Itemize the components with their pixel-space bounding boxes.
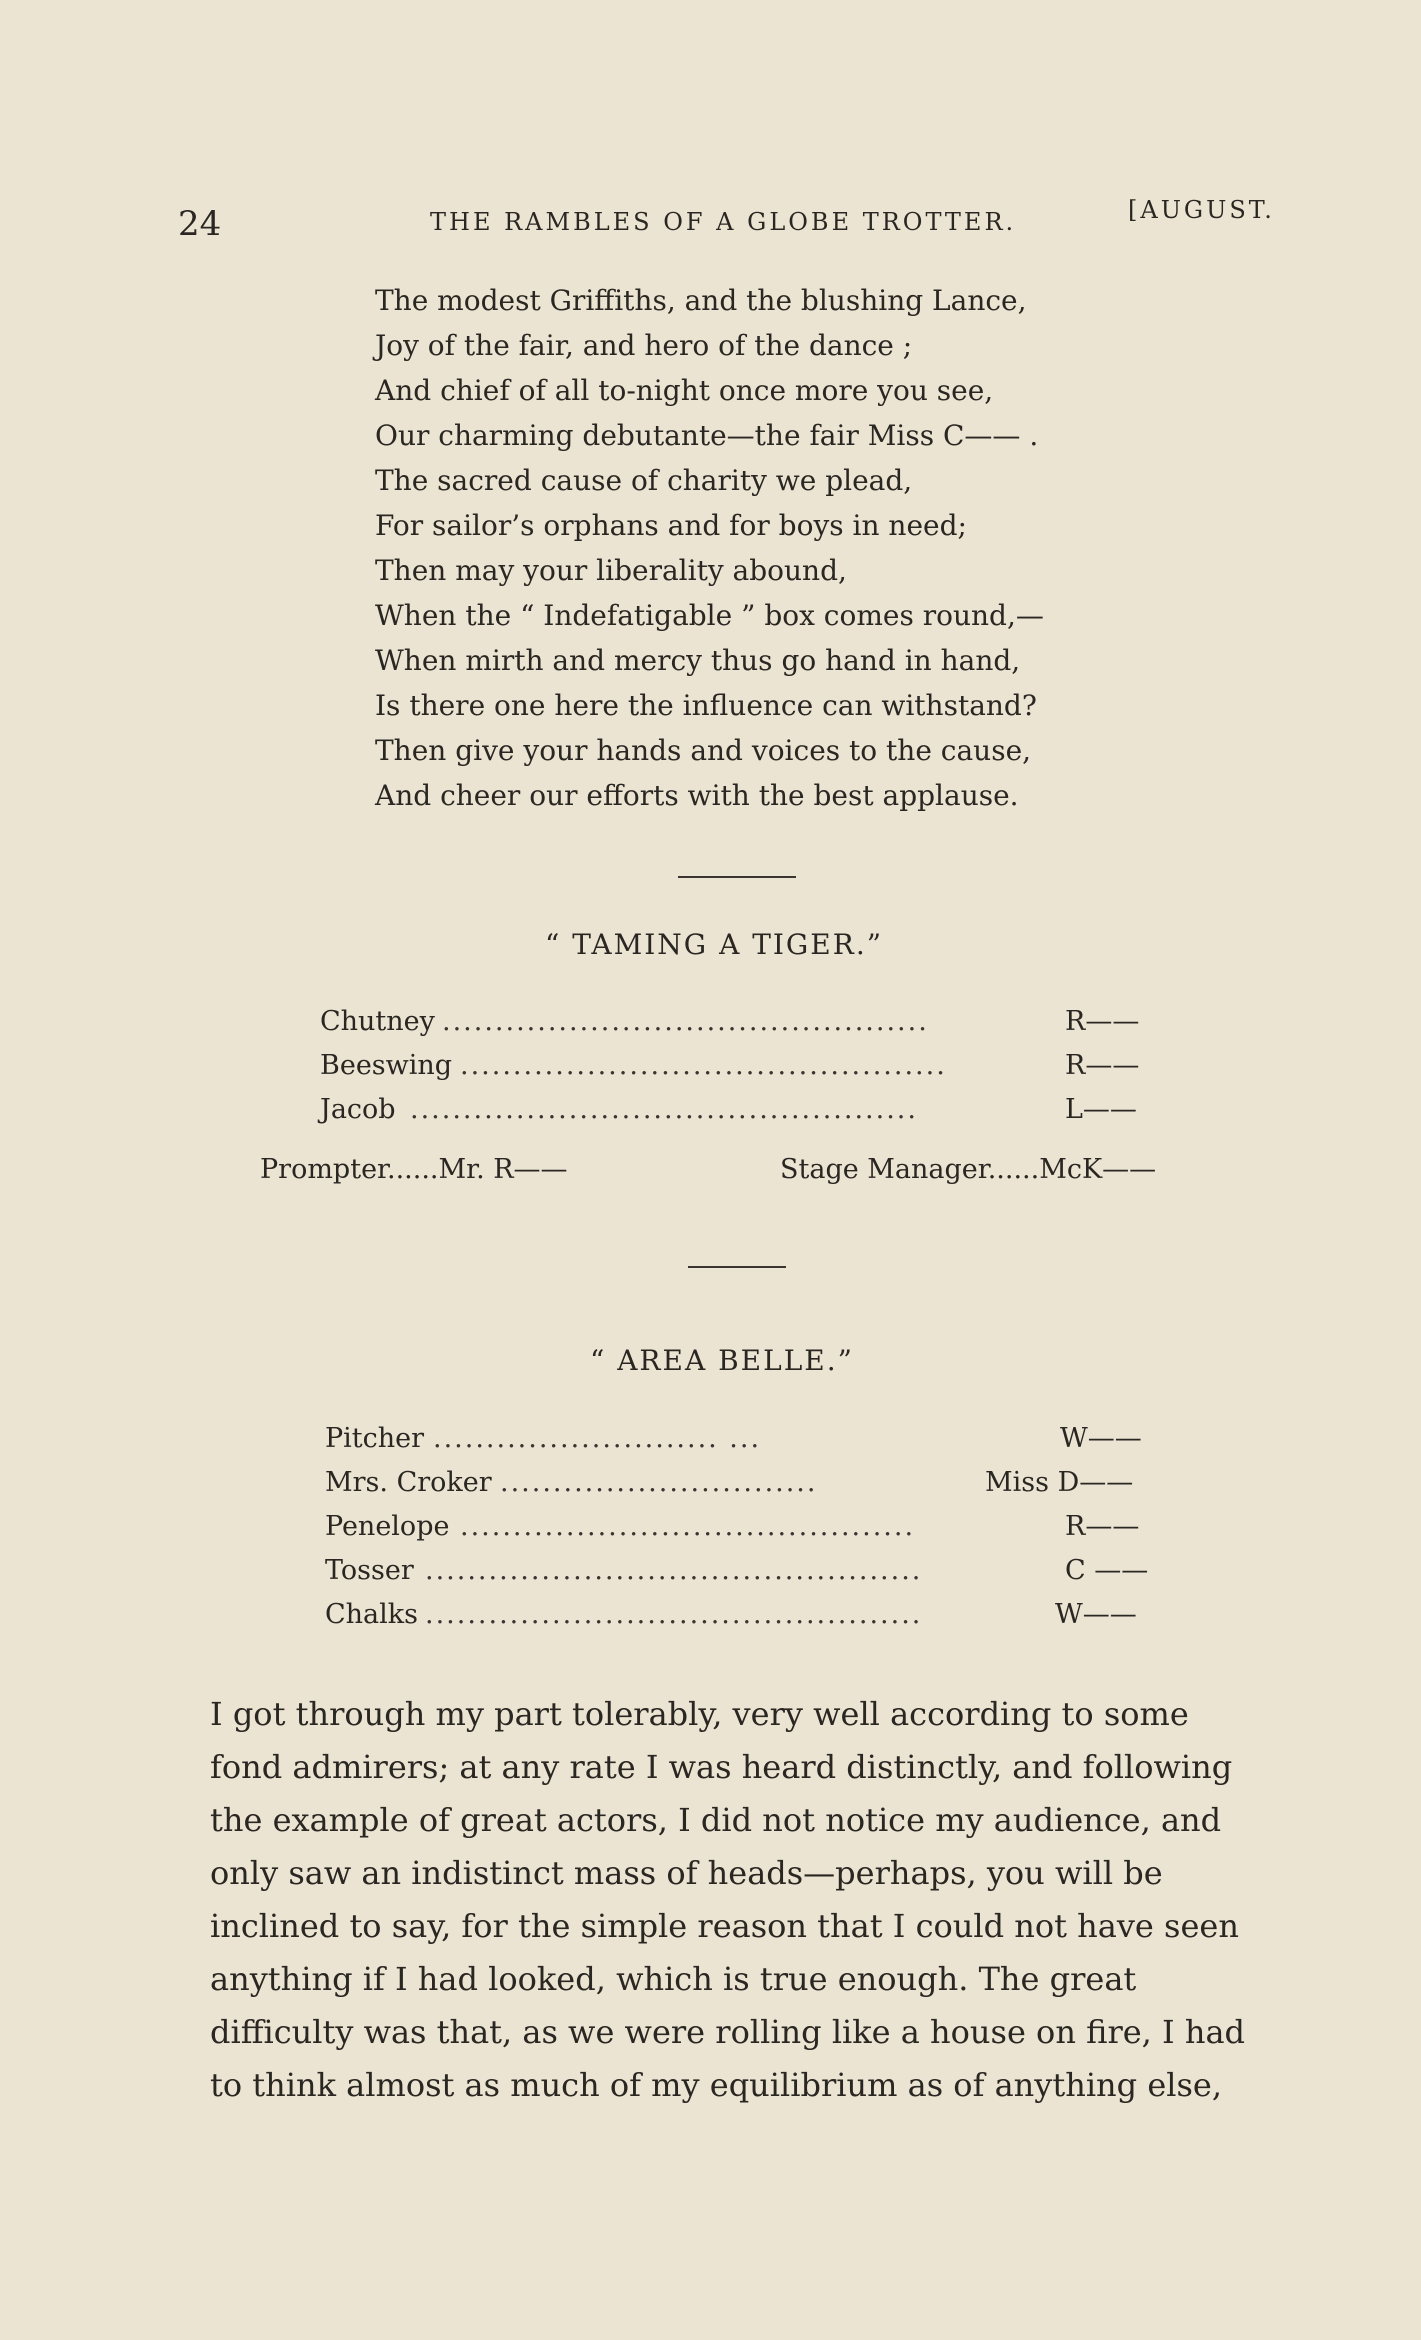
prose-line: anything if I had looked, which is true enough. The great: [210, 1960, 1137, 1998]
leader-dots: ...............................................: [425, 1555, 923, 1586]
cast-actor: Miss D——: [985, 1467, 1134, 1498]
running-title: THE RAMBLES OF A GLOBE TROTTER.: [430, 208, 1017, 236]
prose-line: fond admirers; at any rate I was heard distinctly, and following: [210, 1748, 1233, 1786]
cast-row: [320, 1088, 1320, 1132]
prose-line: only saw an indistinct mass of heads—perhaps, you will be: [210, 1854, 1163, 1892]
cast-actor: C ——: [1065, 1555, 1149, 1586]
poem-line: Our charming debutante—the fair Miss C—— .: [375, 419, 1039, 452]
poem-line: When mirth and mercy thus go hand in hand,: [375, 644, 1021, 677]
cast-actor: R——: [1065, 1006, 1140, 1037]
cast-role: Pitcher: [325, 1423, 425, 1454]
month-heading: [AUGUST.: [1128, 196, 1275, 224]
poem-line: The modest Griffiths, and the blushing Lance,: [375, 284, 1027, 317]
cast-role: Chalks: [325, 1599, 418, 1630]
poem-line: And chief of all to-night once more you see,: [375, 374, 994, 407]
crew-credits: [260, 1148, 1260, 1192]
leader-dots: ...........................................: [460, 1511, 916, 1542]
cast-actor: W——: [1055, 1599, 1137, 1630]
prose-line: difficulty was that, as we were rolling like a house on fire, I had: [210, 2013, 1245, 2051]
cast-row: [325, 1549, 1325, 1593]
section-divider: [678, 876, 796, 878]
poem-line: Then give your hands and voices to the cause,: [375, 734, 1032, 767]
cast-actor: W——: [1060, 1423, 1142, 1454]
prose-line: to think almost as much of my equilibrium as of anything else,: [210, 2066, 1223, 2104]
cast-row: [325, 1505, 1325, 1549]
poem-line: Joy of the fair, and hero of the dance ;: [375, 329, 913, 362]
section-divider: [688, 1266, 786, 1268]
poem-line: The sacred cause of charity we plead,: [375, 464, 913, 497]
cast-role: Chutney: [320, 1006, 435, 1037]
cast-row: [325, 1461, 1325, 1505]
page-number: 24: [178, 204, 222, 244]
cast-actor: L——: [1065, 1094, 1137, 1125]
play-title-taming-a-tiger: “ TAMING A TIGER.”: [545, 928, 884, 961]
poem-line: When the “ Indefatigable ” box comes round,—: [375, 599, 1044, 632]
cast-list-taming-a-tiger: [320, 1000, 1320, 1132]
prologue-poem: [375, 278, 1175, 818]
leader-dots: ........................... ...: [433, 1423, 762, 1454]
cast-role: Tosser: [325, 1555, 414, 1586]
leader-dots: ................................................: [410, 1094, 918, 1125]
leader-dots: ..............................................: [460, 1050, 947, 1081]
poem-line: And cheer our efforts with the best applause.: [375, 779, 1019, 812]
prose-line: the example of great actors, I did not notice my audience, and: [210, 1801, 1222, 1839]
poem-line: For sailor’s orphans and for boys in need;: [375, 509, 967, 542]
page-header: [178, 196, 1278, 246]
prose-line: I got through my part tolerably, very well according to some: [210, 1695, 1189, 1733]
leader-dots: ...............................................: [425, 1599, 923, 1630]
prompter-credit: Prompter......Mr. R——: [260, 1154, 568, 1185]
cast-actor: R——: [1065, 1511, 1140, 1542]
cast-role: Jacob: [320, 1094, 396, 1125]
prose-line: inclined to say, for the simple reason that I could not have seen: [210, 1907, 1239, 1945]
cast-row: [325, 1417, 1325, 1461]
cast-role: Mrs. Croker: [325, 1467, 492, 1498]
cast-row: [320, 1044, 1320, 1088]
cast-role: Penelope: [325, 1511, 450, 1542]
cast-row: [325, 1593, 1325, 1637]
cast-list-area-belle: [325, 1417, 1325, 1637]
play-title-area-belle: “ AREA BELLE.”: [590, 1344, 854, 1377]
narrative-paragraph: [210, 1688, 1310, 2112]
leader-dots: ..............................................: [442, 1006, 929, 1037]
poem-line: Then may your liberality abound,: [375, 554, 847, 587]
poem-line: Is there one here the influence can withstand?: [375, 689, 1037, 722]
cast-row: [320, 1000, 1320, 1044]
cast-role: Beeswing: [320, 1050, 453, 1081]
leader-dots: ..............................: [500, 1467, 818, 1498]
stage-manager-credit: Stage Manager......McK——: [780, 1154, 1157, 1185]
cast-actor: R——: [1065, 1050, 1140, 1081]
